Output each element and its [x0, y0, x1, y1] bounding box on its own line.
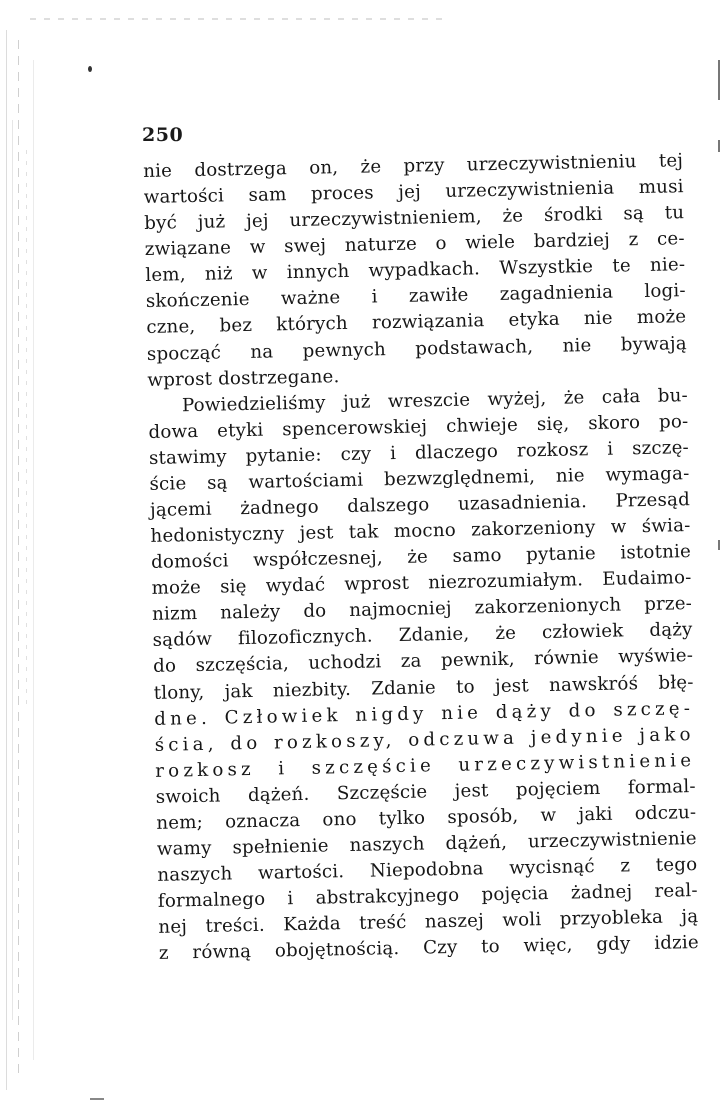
scan-mark-bottom: [90, 1098, 104, 1100]
text-line: wartości sam proces jej urzeczywistnienia musi: [143, 176, 684, 209]
ink-speck: [88, 66, 92, 72]
text-line: spocząć na pewnych podstawach, nie bywają: [146, 332, 688, 365]
text-line: stawimy pytanie: czy i dlaczego rozkosz i szczę-: [148, 436, 690, 469]
body-text: [143, 148, 699, 967]
text-line: skończenie ważne i zawiłe zagadnienia logi-: [145, 280, 686, 313]
text-line-spaced: dne. Człowiek nigdy nie dąży do szczę-: [154, 697, 695, 730]
text-line-spaced: rozkosz i szczęście urzeczywistnienie: [155, 749, 696, 782]
text-line: tlony, jak niezbity. Zdanie to jest nawskróś błę-: [153, 671, 694, 704]
text-line: jącemi żadnego dalszego uzasadnienia. Przesąd: [149, 489, 691, 521]
text-line: nie dostrzega on, że przy urzeczywistnieniu tej: [143, 150, 684, 182]
scan-smudge-top: [30, 18, 450, 20]
text-line: sądów filozoficznych. Zdanie, że człowiek dąży: [152, 619, 693, 652]
text-line: czne, bez których rozwiązania etyka nie może: [146, 306, 687, 339]
text-line: dowa etyki spencerowskiej chwieje się, skoro po-: [148, 410, 689, 443]
paragraph-end-line: wprost dostrzegane.: [147, 365, 340, 391]
text-line: lem, niż w innych wypadkach. Wszystkie te nie-: [145, 254, 686, 287]
text-line: swoich dążeń. Szczęście jest pojęciem formal-: [155, 775, 696, 808]
text-line: nem; oznacza ono tylko sposób, w jaki odczu-: [156, 801, 697, 834]
text-line: z równą obojętnością. Czy to więc, gdy idzie: [158, 932, 700, 965]
text-line: związane w swej naturze o wiele bardziej z ce-: [144, 228, 685, 261]
text-line-spaced: ścia, do rozkoszy, odczuwa jedynie jako: [154, 723, 695, 756]
text-line: nizm należy do najmocniej zakorzenionych prze-: [151, 593, 693, 626]
page-number: 250: [142, 124, 184, 146]
text-line: ście są wartościami bezwzględnemi, nie wymaga-: [149, 463, 690, 495]
binding-gutter-shadow: [0, 0, 42, 1106]
text-line: nej treści. Każda treść naszej woli przyobleka ją: [158, 906, 699, 939]
text-line: domości współczesnej, że samo pytanie istotnie: [150, 541, 692, 574]
text-line: naszych wartości. Niepodobna wycisnąć z tego: [157, 854, 698, 886]
text-line: może się wydać wprost niezrozumiałym. Eudaimo-: [151, 567, 692, 600]
text-line: hedonistyczny jest tak mocno zakorzeniony w świa-: [150, 515, 691, 548]
text-line: do szczęścia, uchodzi za pewnik, równie wyświe-: [152, 645, 694, 678]
text-line: wamy spełnienie naszych dążeń, urzeczywistnienie: [156, 828, 697, 860]
text-line: formalnego i abstrakcyjnego pojęcia żadnej real-: [157, 880, 699, 913]
text-line: być już jej urzeczywistnieniem, że środki są tu: [144, 202, 685, 235]
paragraph-start-line: Powiedzieliśmy już wreszcie wyżej, że cała bu-: [181, 384, 689, 416]
